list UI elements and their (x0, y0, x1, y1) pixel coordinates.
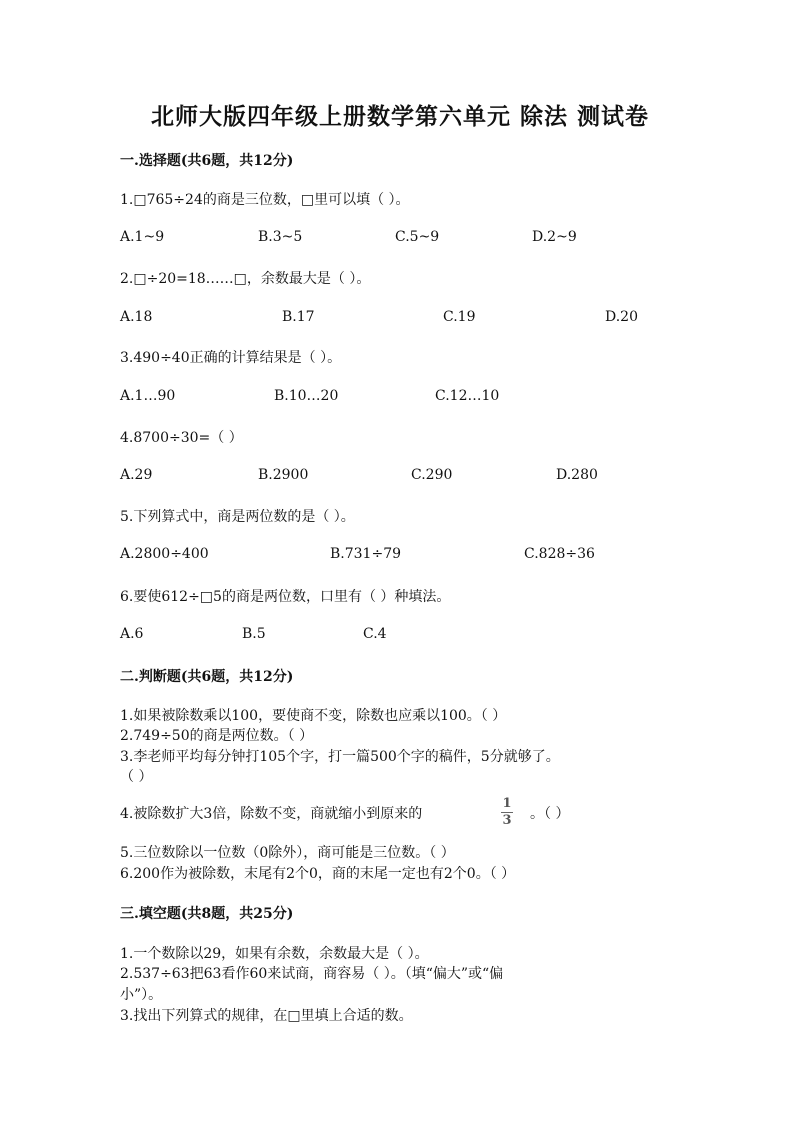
fill-question-2: 2.537÷63把63看作60来试商，商容易（ ）。（填“偏大”或“偏 (120, 966, 504, 982)
fill-question-1: 1.一个数除以29，如果有余数，余数最大是（ ）。 (120, 946, 429, 962)
choice-q2-option-a: A.18 (120, 309, 153, 325)
choice-q5-option-b: B.731÷79 (330, 546, 402, 562)
choice-q1-option-d: D.2~9 (532, 229, 577, 245)
choice-question-2: 2.□÷20=18……□，余数最大是（ ）。 (120, 271, 371, 287)
choice-q2-option-d: D.20 (605, 309, 638, 325)
fill-question-3: 3.找出下列算式的规律，在□里填上合适的数。 (120, 1008, 413, 1024)
choice-q5-option-c: C.828÷36 (524, 546, 595, 562)
choice-q3-option-a: A.1…90 (120, 388, 176, 404)
fraction-denominator: 3 (502, 813, 512, 828)
choice-q3-option-b: B.10…20 (274, 388, 339, 404)
judge-question-4-blank: 。（ ） (530, 806, 570, 822)
choice-question-1: 1.□765÷24的商是三位数，□里可以填（ ）。 (120, 192, 410, 208)
choice-question-5: 5.下列算式中，商是两位数的是（ ）。 (120, 509, 355, 525)
fill-question-2-cont: 小”）。 (120, 987, 163, 1003)
choice-q4-option-a: A.29 (120, 467, 153, 483)
fraction-one-third (499, 797, 515, 828)
fraction-numerator: 1 (502, 796, 512, 811)
choice-question-6: 6.要使612÷□5的商是两位数，口里有（ ）种填法。 (120, 589, 451, 605)
section-heading-judge: 二.判断题(共6题，共12分) (120, 669, 294, 685)
choice-q1-option-a: A.1~9 (120, 229, 165, 245)
judge-question-3: 3.李老师平均每分钟打105个字，打一篇500个字的稿件，5分就够了。 (120, 749, 560, 765)
choice-q1-option-c: C.5~9 (395, 229, 440, 245)
choice-q6-option-b: B.5 (242, 626, 266, 642)
choice-q3-option-c: C.12…10 (435, 388, 500, 404)
page-title: 北师大版四年级上册数学第六单元 除法 测试卷 (150, 103, 649, 130)
choice-q1-option-b: B.3~5 (258, 229, 303, 245)
choice-q4-option-d: D.280 (556, 467, 598, 483)
choice-q4-option-b: B.2900 (258, 467, 309, 483)
judge-question-5: 5.三位数除以一位数（0除外），商可能是三位数。（ ） (120, 845, 455, 861)
choice-q4-option-c: C.290 (411, 467, 453, 483)
section-heading-choice: 一.选择题(共6题，共12分) (120, 153, 294, 169)
choice-question-3: 3.490÷40正确的计算结果是（ ）。 (120, 350, 342, 366)
judge-question-2: 2.749÷50的商是两位数。（ ） (120, 728, 314, 744)
choice-q2-option-c: C.19 (443, 309, 476, 325)
judge-question-3-blank: （ ） (120, 769, 153, 785)
choice-question-4: 4.8700÷30=（ ） (120, 430, 243, 446)
choice-q2-option-b: B.17 (282, 309, 315, 325)
choice-q5-option-a: A.2800÷400 (120, 546, 209, 562)
choice-q6-option-c: C.4 (363, 626, 387, 642)
choice-q6-option-a: A.6 (120, 626, 144, 642)
judge-question-1: 1.如果被除数乘以100，要使商不变，除数也应乘以100。（ ） (120, 708, 507, 724)
judge-question-6: 6.200作为被除数，末尾有2个0，商的末尾一定也有2个0。（ ） (120, 866, 516, 882)
section-heading-fill: 三.填空题(共8题，共25分) (120, 906, 294, 922)
judge-question-4: 4.被除数扩大3倍，除数不变，商就缩小到原来的 (120, 806, 423, 822)
